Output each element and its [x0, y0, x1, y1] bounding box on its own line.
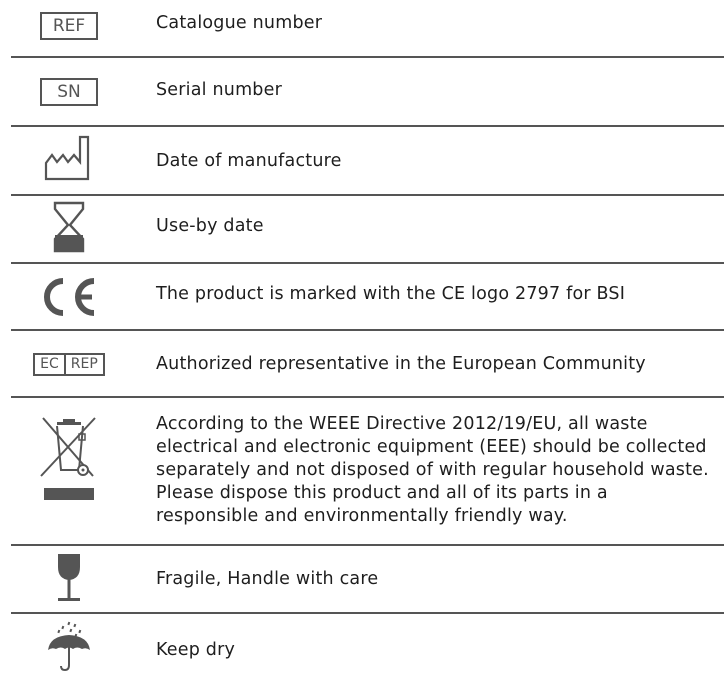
hourglass-icon	[24, 200, 114, 254]
serial-number-text: Serial number	[156, 80, 282, 100]
weee-line: According to the WEEE Directive 2012/19/EU, all waste	[156, 414, 648, 434]
separator	[11, 396, 724, 398]
fragile-glass-icon	[24, 553, 114, 603]
separator	[11, 612, 724, 614]
authorized-representative-text: Authorized representative in the European Community	[156, 354, 646, 374]
separator	[11, 262, 724, 264]
separator	[11, 194, 724, 196]
weee-directive-text	[156, 413, 709, 528]
separator	[11, 125, 724, 127]
separator	[11, 329, 724, 331]
ce-mark-text: The product is marked with the CE logo 2797 for BSI	[156, 284, 626, 304]
use-by-date-text: Use-by date	[156, 216, 264, 236]
keep-dry-umbrella-icon	[24, 620, 114, 672]
factory-icon	[24, 134, 114, 182]
fragile-text: Fragile, Handle with care	[156, 569, 379, 589]
ce-mark-icon	[24, 275, 114, 319]
ref-box-icon	[24, 9, 114, 43]
ec-label: EC	[35, 355, 64, 374]
weee-crossed-bin-icon	[24, 412, 114, 504]
weee-line: electrical and electronic equipment (EEE) should be collected	[156, 437, 707, 457]
ec-rep-icon	[24, 350, 114, 378]
weee-line: Please dispose this product and all of its parts in a	[156, 483, 608, 503]
separator	[11, 56, 724, 58]
rep-label: REP	[66, 355, 103, 374]
catalogue-number-text: Catalogue number	[156, 13, 323, 33]
keep-dry-text: Keep dry	[156, 640, 236, 660]
separator	[11, 544, 724, 546]
date-of-manufacture-text: Date of manufacture	[156, 151, 342, 171]
ref-label: REF	[40, 12, 98, 40]
sn-label: SN	[40, 78, 98, 106]
weee-line: responsible and environmentally friendly way.	[156, 506, 568, 526]
sn-box-icon	[24, 75, 114, 109]
weee-line: separately and not disposed of with regular household waste.	[156, 460, 709, 480]
